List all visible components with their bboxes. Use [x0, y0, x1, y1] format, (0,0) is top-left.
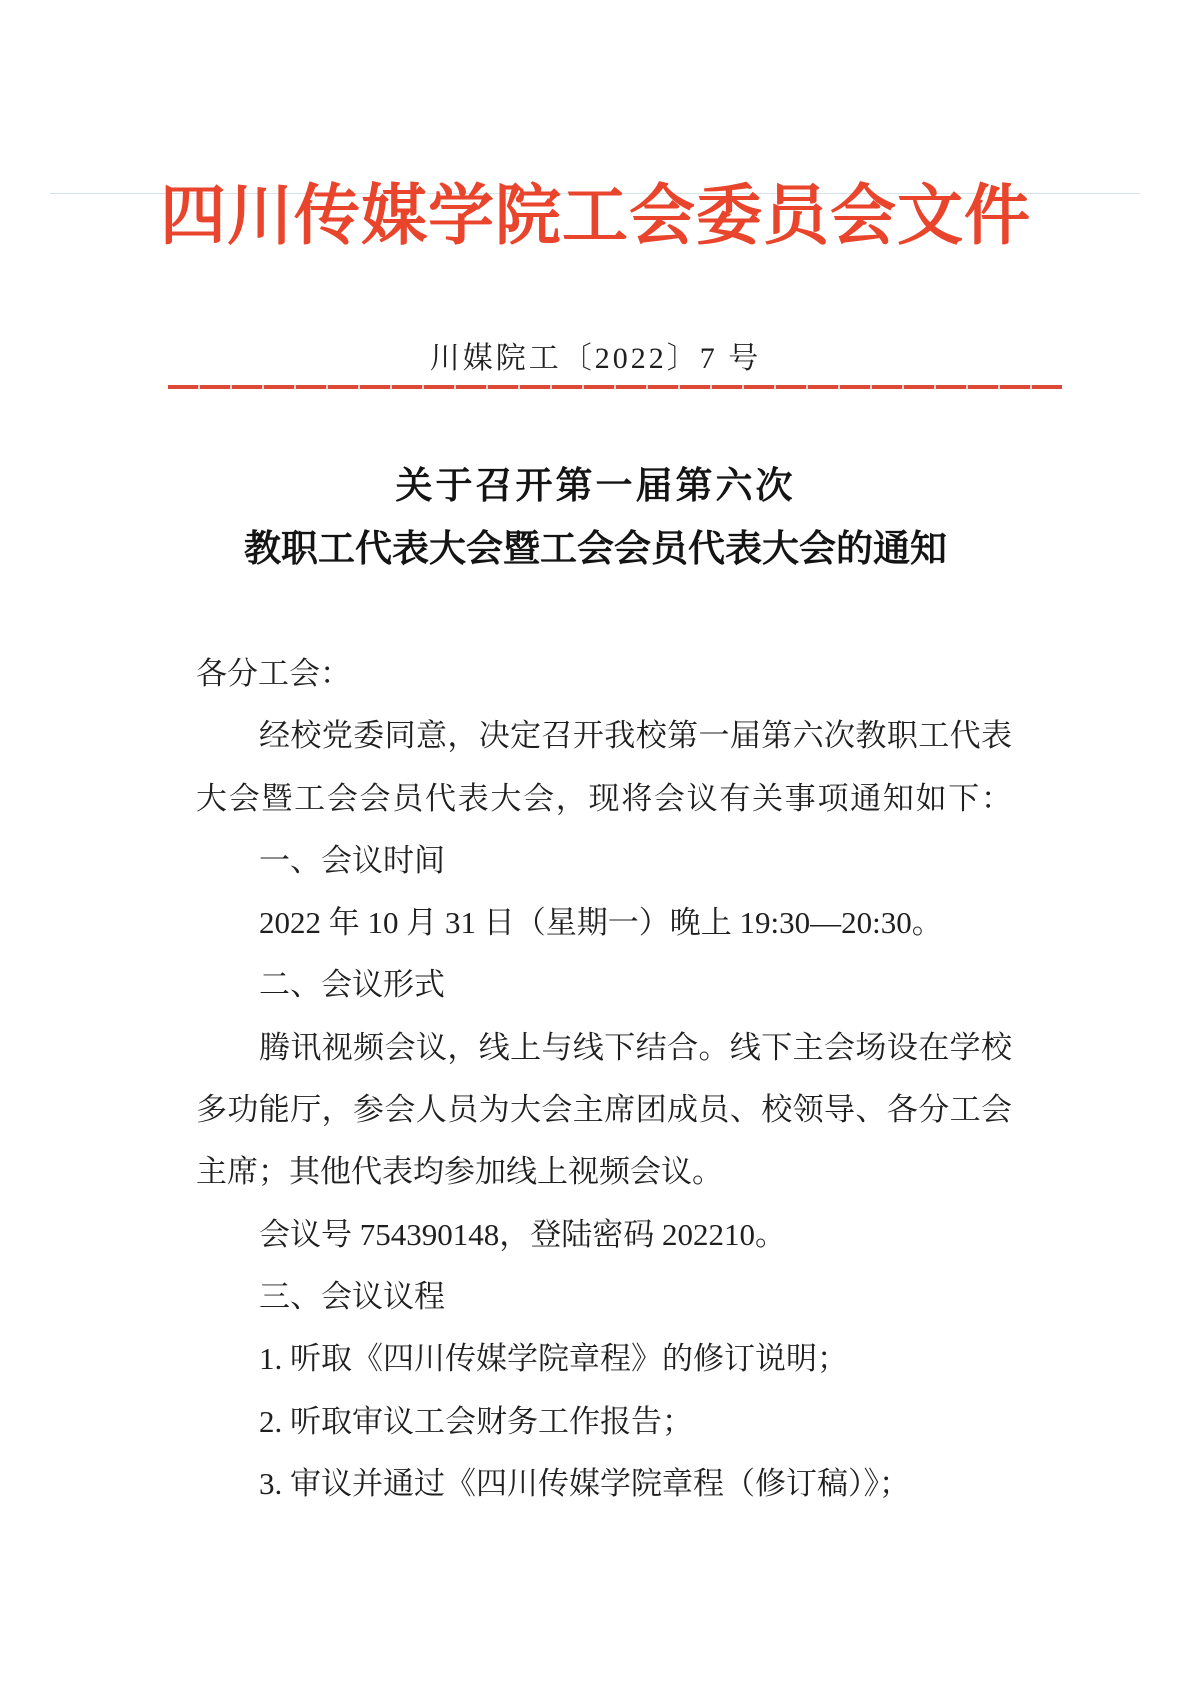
- body-line: 大会暨工会会员代表大会，现将会议有关事项通知如下：: [196, 780, 1012, 816]
- notice-title-line-1: 关于召开第一届第六次: [395, 466, 796, 507]
- body-line: 二、会议形式: [259, 967, 445, 1003]
- doc-number: 川媒院工〔2022〕7 号: [429, 342, 762, 375]
- body-line: 2. 听取审议工会财务工作报告；: [259, 1403, 693, 1439]
- body-line: 各分工会：: [196, 656, 351, 691]
- body-line: 腾讯视频会议，线上与线下结合。线下主会场设在学校: [259, 1029, 1012, 1065]
- body-line: 一、会议时间: [259, 842, 445, 878]
- body-line: 3. 审议并通过《四川传媒学院章程（修订稿）》；: [259, 1465, 910, 1501]
- body-line: 1. 听取《四川传媒学院章程》的修订说明；: [259, 1341, 848, 1377]
- body-line: 主席；其他代表均参加线上视频会议。: [196, 1154, 723, 1190]
- body-line: 多功能厅，参会人员为大会主席团成员、校领导、各分工会: [196, 1092, 1012, 1128]
- header-title: 四川传媒学院工会委员会文件: [160, 178, 1031, 252]
- notice-body: [196, 643, 1012, 1515]
- body-line: 经校党委同意，决定召开我校第一届第六次教职工代表: [259, 718, 1012, 754]
- body-line: 会议号 754390148，登陆密码 202210。: [259, 1216, 786, 1252]
- notice-title: [0, 455, 1191, 581]
- red-divider-line: [168, 385, 1062, 389]
- notice-title-line-2: 教职工代表大会暨工会会员代表大会的通知: [244, 529, 947, 570]
- body-line: 三、会议议程: [259, 1278, 445, 1314]
- body-line: 2022 年 10 月 31 日（星期一）晚上 19:30—20:30。: [259, 905, 943, 941]
